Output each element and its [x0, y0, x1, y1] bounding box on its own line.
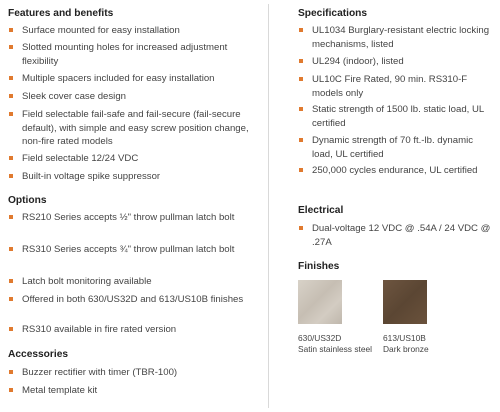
- bullet-icon: [9, 28, 13, 32]
- bullet-icon: [9, 112, 13, 116]
- features-item: Surface mounted for easy installation: [8, 24, 260, 38]
- features-item: Built-in voltage spike suppressor: [8, 170, 260, 184]
- options-item: Latch bolt monitoring available: [8, 275, 260, 289]
- finish-code-bronze: 613/US10B: [383, 333, 426, 343]
- satin-stainless-swatch: [298, 280, 342, 324]
- bullet-icon: [9, 45, 13, 49]
- features-item: Field selectable fail-safe and fail-secure (fail-secure default), with simple and easy screw position change, non-fire rated models: [8, 108, 260, 149]
- bullet-icon: [299, 168, 303, 172]
- bullet-icon: [9, 327, 13, 331]
- finish-name-bronze: Dark bronze: [383, 344, 429, 354]
- bullet-icon: [9, 247, 13, 251]
- specifications-item: Static strength of 1500 lb. static load, UL certified: [298, 103, 496, 130]
- options-heading: Options: [8, 195, 47, 206]
- bullet-icon: [299, 138, 303, 142]
- accessories-item: Buzzer rectifier with timer (TBR-100): [8, 366, 260, 380]
- specifications-item: UL294 (indoor), listed: [298, 55, 496, 69]
- options-item: RS210 Series accepts ½" throw pullman latch bolt: [8, 211, 260, 225]
- finish-code-satin: 630/US32D: [298, 333, 342, 343]
- accessories-item: Metal template kit: [8, 384, 260, 398]
- column-divider: [268, 4, 269, 408]
- bullet-icon: [9, 94, 13, 98]
- features-heading: Features and benefits: [8, 8, 114, 19]
- features-item: Sleek cover case design: [8, 90, 260, 104]
- bullet-icon: [9, 370, 13, 374]
- specifications-heading: Specifications: [298, 8, 368, 19]
- options-item: RS310 available in fire rated version: [8, 323, 260, 337]
- bullet-icon: [299, 77, 303, 81]
- bullet-icon: [9, 388, 13, 392]
- features-item: Field selectable 12/24 VDC: [8, 152, 260, 166]
- options-item: RS310 Series accepts ¾" throw pullman latch bolt: [8, 243, 260, 257]
- specifications-item: 250,000 cycles endurance, UL certified: [298, 164, 496, 178]
- bullet-icon: [9, 279, 13, 283]
- bullet-icon: [299, 28, 303, 32]
- specifications-item: UL1034 Burglary-resistant electric locking mechanisms, listed: [298, 24, 496, 51]
- bullet-icon: [9, 156, 13, 160]
- specifications-item: Dynamic strength of 70 ft.-lb. dynamic load, UL certified: [298, 134, 496, 161]
- bullet-icon: [9, 76, 13, 80]
- bullet-icon: [9, 174, 13, 178]
- bullet-icon: [299, 226, 303, 230]
- specifications-item: UL10C Fire Rated, 90 min. RS310-F models only: [298, 73, 496, 100]
- options-item: Offered in both 630/US32D and 613/US10B finishes: [8, 293, 260, 307]
- features-item: Slotted mounting holes for increased adjustment flexibility: [8, 41, 260, 68]
- finish-name-satin: Satin stainless steel: [298, 344, 373, 354]
- bullet-icon: [9, 215, 13, 219]
- bullet-icon: [299, 107, 303, 111]
- features-item: Multiple spacers included for easy installation: [8, 72, 260, 86]
- accessories-heading: Accessories: [8, 349, 69, 360]
- finishes-heading: Finishes: [298, 261, 340, 272]
- bullet-icon: [299, 59, 303, 63]
- bullet-icon: [9, 297, 13, 301]
- electrical-heading: Electrical: [298, 205, 344, 216]
- electrical-item: Dual-voltage 12 VDC @ .54A / 24 VDC @ .27A: [298, 222, 496, 249]
- dark-bronze-swatch: [383, 280, 427, 324]
